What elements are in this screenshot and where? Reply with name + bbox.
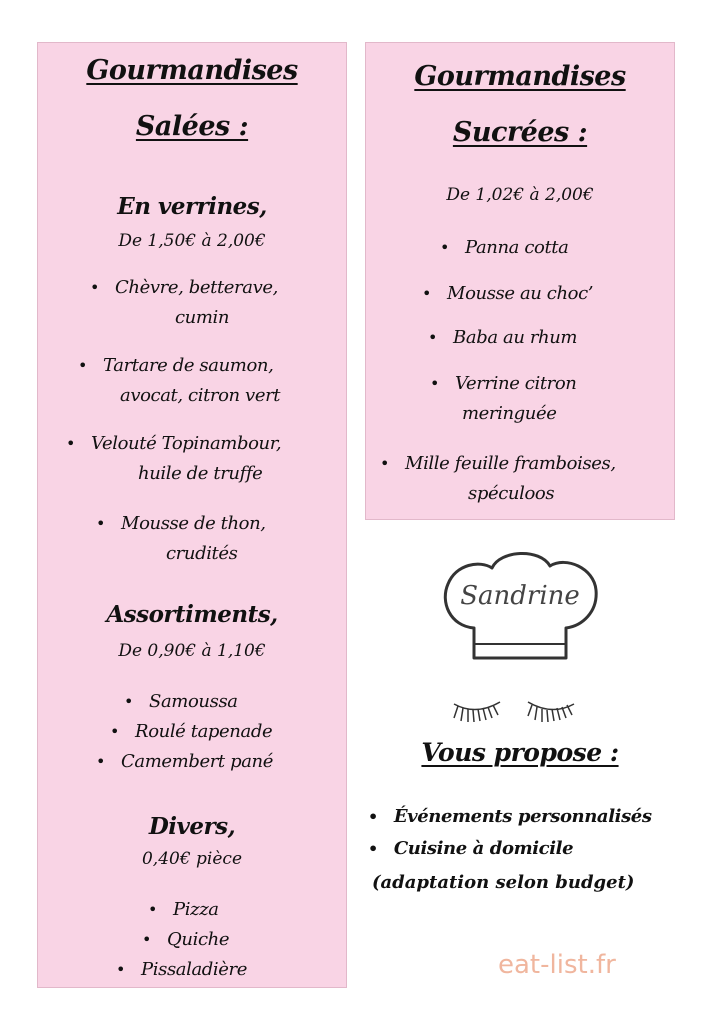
item-line: Mousse de thon, — [121, 513, 266, 534]
list-item — [96, 747, 273, 777]
list-item — [380, 449, 616, 509]
item-line: Mousse au choc’ — [447, 283, 594, 304]
bullet: • — [368, 807, 378, 826]
salty-title-line1: Gourmandises — [86, 55, 298, 86]
list-item — [428, 323, 577, 353]
bullet: • — [428, 328, 438, 347]
propose-title: Vous propose : — [421, 738, 619, 767]
item-line: avocat, citron vert — [120, 385, 281, 406]
bullet: • — [430, 374, 440, 393]
list-item — [430, 369, 576, 429]
bullet: • — [440, 238, 450, 257]
list-item — [66, 429, 281, 489]
assortiments-price: De 0,90€ à 1,10€ — [118, 641, 266, 661]
watermark: eat-list.fr — [498, 950, 616, 980]
list-item — [116, 955, 247, 985]
item-line: crudités — [166, 543, 238, 564]
item-line: huile de truffe — [138, 463, 263, 484]
sweet-price: De 1,02€ à 2,00€ — [446, 185, 594, 205]
logo-name: Sandrine — [460, 581, 580, 611]
item-line: meringuée — [462, 403, 557, 424]
item-line: Verrine citron — [455, 373, 577, 394]
bullet: • — [422, 284, 432, 303]
item-line: Roulé tapenade — [135, 721, 273, 742]
divers-heading: Divers, — [148, 813, 236, 840]
item-line: Tartare de saumon, — [103, 355, 274, 376]
bullet: • — [66, 434, 76, 453]
verrines-heading: En verrines, — [117, 193, 267, 220]
sweet-panel — [365, 42, 675, 520]
bullet: • — [110, 722, 120, 741]
eyelash-icon — [450, 690, 580, 724]
bullet: • — [78, 356, 88, 375]
list-item — [124, 687, 238, 717]
item-line: Camembert pané — [121, 751, 273, 772]
salty-title-line2: Salées : — [135, 111, 249, 142]
bullet: • — [90, 278, 100, 297]
bullet: • — [124, 692, 134, 711]
list-item — [440, 233, 568, 263]
bullet: • — [380, 454, 390, 473]
item-line: Pizza — [173, 899, 219, 920]
item-line: cumin — [175, 307, 230, 328]
item-line: Événements personnalisés — [393, 806, 652, 827]
list-item — [368, 834, 573, 864]
list-item — [422, 279, 593, 309]
item-line: Baba au rhum — [453, 327, 578, 348]
bullet: • — [368, 839, 378, 858]
item-line: spéculoos — [468, 483, 555, 504]
item-line: Cuisine à domicile — [393, 838, 574, 859]
item-line: Panna cotta — [465, 237, 569, 258]
item-line: Mille feuille framboises, — [405, 453, 616, 474]
item-line: Quiche — [167, 929, 230, 950]
bullet: • — [116, 960, 126, 979]
assortiments-heading: Assortiments, — [106, 601, 278, 628]
salty-panel — [37, 42, 347, 988]
bullet: • — [148, 900, 158, 919]
list-item — [368, 802, 652, 832]
item-line: Velouté Topinambour, — [91, 433, 282, 454]
item-line: Chèvre, betterave, — [115, 277, 278, 298]
list-item — [78, 351, 280, 411]
item-line: Samoussa — [149, 691, 238, 712]
list-item — [148, 895, 219, 925]
propose-note: (adaptation selon budget) — [372, 872, 635, 893]
divers-price: 0,40€ pièce — [141, 849, 243, 869]
item-line: Pissaladière — [141, 959, 247, 980]
sweet-title-line1: Gourmandises — [414, 61, 626, 92]
bullet: • — [96, 514, 106, 533]
sweet-title-line2: Sucrées : — [452, 117, 588, 148]
list-item — [96, 509, 266, 569]
list-item — [142, 925, 229, 955]
verrines-price: De 1,50€ à 2,00€ — [118, 231, 266, 251]
list-item — [110, 717, 272, 747]
bullet: • — [142, 930, 152, 949]
bullet: • — [96, 752, 106, 771]
chef-hat-icon — [436, 540, 606, 670]
list-item — [90, 273, 278, 333]
